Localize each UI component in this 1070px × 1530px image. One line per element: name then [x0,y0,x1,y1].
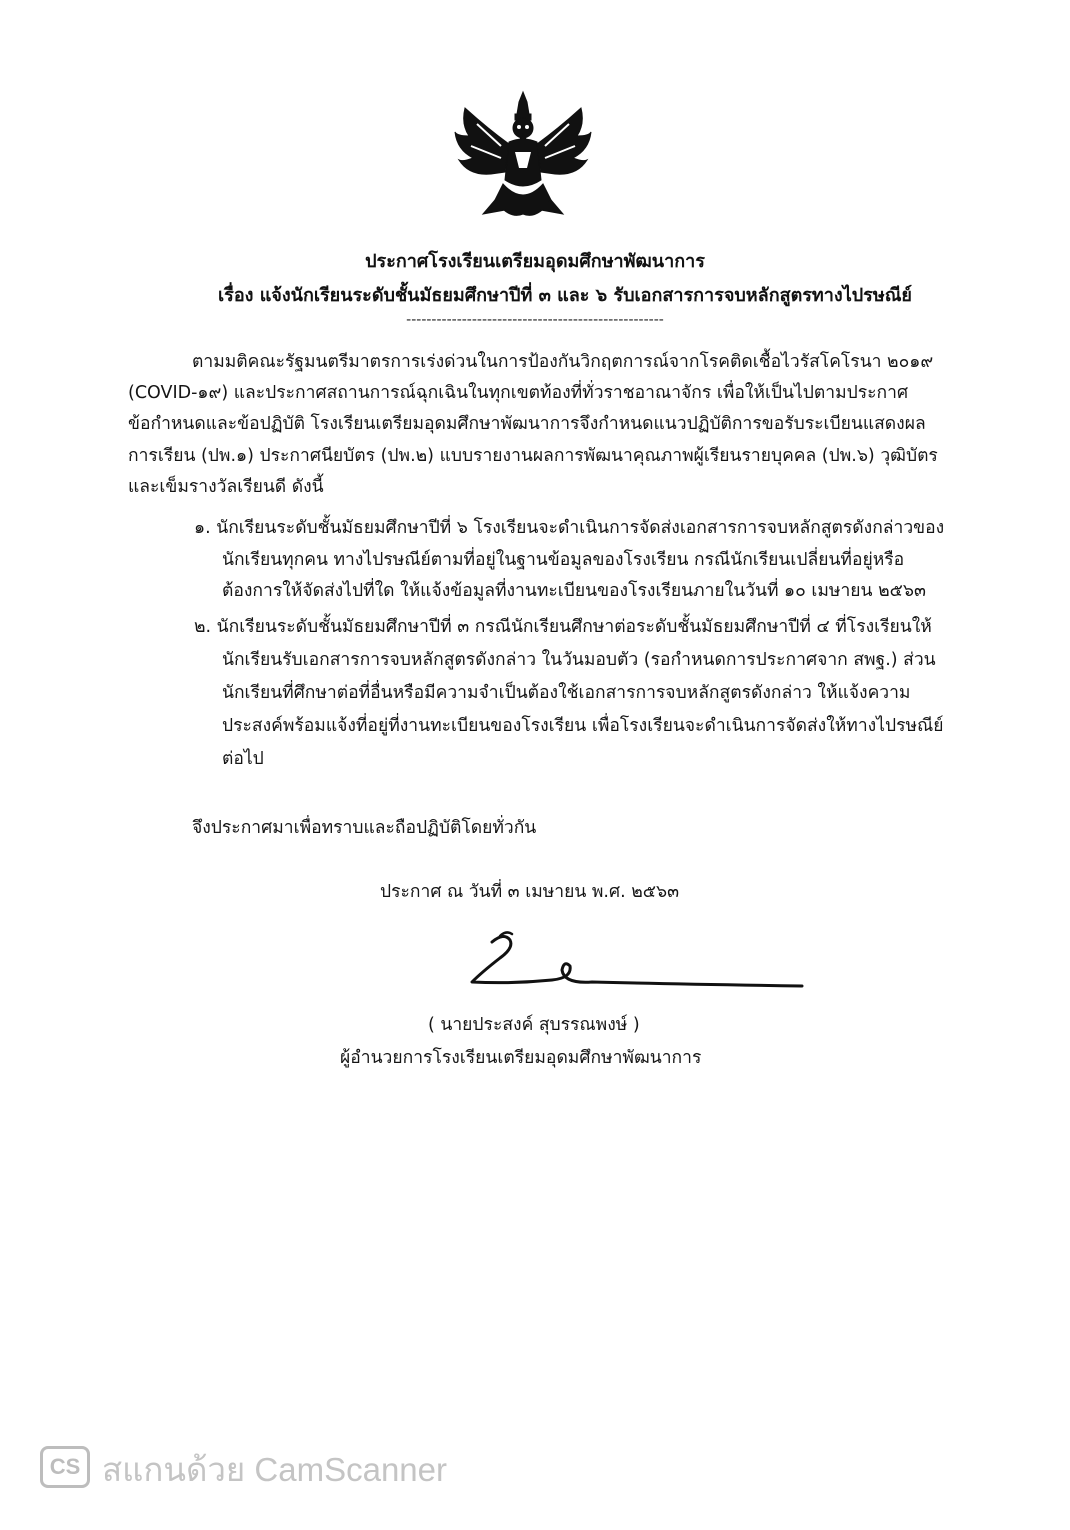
intro-line: (COVID-๑๙) และประกาศสถานการณ์ฉุกเฉินในทุกเขตท้องที่ทั่วราชอาณาจักร เพื่อให้เป็นไปตามประกาศ [128,383,909,403]
title-divider: --------------------------------------------------- [406,312,664,328]
date-line: ประกาศ ณ วันที่ ๓ เมษายน พ.ศ. ๒๕๖๓ [380,882,680,902]
camscanner-logo-icon: CS [40,1446,90,1488]
announcement-subject: เรื่อง แจ้งนักเรียนระดับชั้นมัธยมศึกษาปีที่ ๓ และ ๖ รับเอกสารการจบหลักสูตรทางไปรษณีย์ [218,285,912,306]
item1-line: นักเรียนทุกคน ทางไปรษณีย์ตามที่อยู่ในฐานข้อมูลของโรงเรียน กรณีนักเรียนเปลี่ยนที่อยู่หรือ [222,550,905,570]
item2-line: ๒. นักเรียนระดับชั้นมัธยมศึกษาปีที่ ๓ กรณีนักเรียนศึกษาต่อระดับชั้นมัธยมศึกษาปีที่ ๔ ที่โรงเรียนให้ [194,617,932,637]
intro-line: ข้อกำหนดและข้อปฏิบัติ โรงเรียนเตรียมอุดมศึกษาพัฒนาการจึงกำหนดแนวปฏิบัติการขอรับระเบียนแสดงผล [128,414,926,434]
garuda-emblem-icon [447,88,599,228]
announcement-title: ประกาศโรงเรียนเตรียมอุดมศึกษาพัฒนาการ [365,251,705,272]
item1-line: ต้องการให้จัดส่งไปที่ใด ให้แจ้งข้อมูลที่งานทะเบียนของโรงเรียนภายในวันที่ ๑๐ เมษายน ๒๕๖๓ [222,581,926,601]
intro-line: ตามมติคณะรัฐมนตรีมาตรการเร่งด่วนในการป้องกันวิกฤตการณ์จากโรคติดเชื้อไวรัสโคโรนา ๒๐๑๙ [192,352,934,372]
item2-line: ต่อไป [222,749,264,769]
signature-icon [452,930,812,1000]
signatory-name: ( นายประสงค์ สุบรรณพงษ์ ) [428,1015,640,1035]
signatory-position: ผู้อำนวยการโรงเรียนเตรียมอุดมศึกษาพัฒนาการ [340,1048,702,1068]
item2-line: นักเรียนรับเอกสารการจบหลักสูตรดังกล่าว ในวันมอบตัว (รอกำหนดการประกาศจาก สพฐ.) ส่วน [222,650,936,670]
item2-line: นักเรียนที่ศึกษาต่อที่อื่นหรือมีความจำเป็นต้องใช้เอกสารการจบหลักสูตรดังกล่าว ให้แจ้งความ [222,683,911,703]
item1-line: ๑. นักเรียนระดับชั้นมัธยมศึกษาปีที่ ๖ โรงเรียนจะดำเนินการจัดส่งเอกสารการจบหลักสูตรดังกล่าวของ [194,518,945,538]
closing-statement: จึงประกาศมาเพื่อทราบและถือปฏิบัติโดยทั่วกัน [192,818,537,838]
camscanner-watermark: สแกนด้วย CamScanner [102,1451,448,1488]
intro-line: การเรียน (ปพ.๑) ประกาศนียบัตร (ปพ.๒) แบบรายงานผลการพัฒนาคุณภาพผู้เรียนรายบุคคล (ปพ.๖) วุฒิบัตร [128,446,938,466]
intro-line: และเข็มรางวัลเรียนดี ดังนี้ [128,477,324,497]
item2-line: ประสงค์พร้อมแจ้งที่อยู่ที่งานทะเบียนของโรงเรียน เพื่อโรงเรียนจะดำเนินการจัดส่งให้ทางไปรษณีย์ [222,716,944,736]
